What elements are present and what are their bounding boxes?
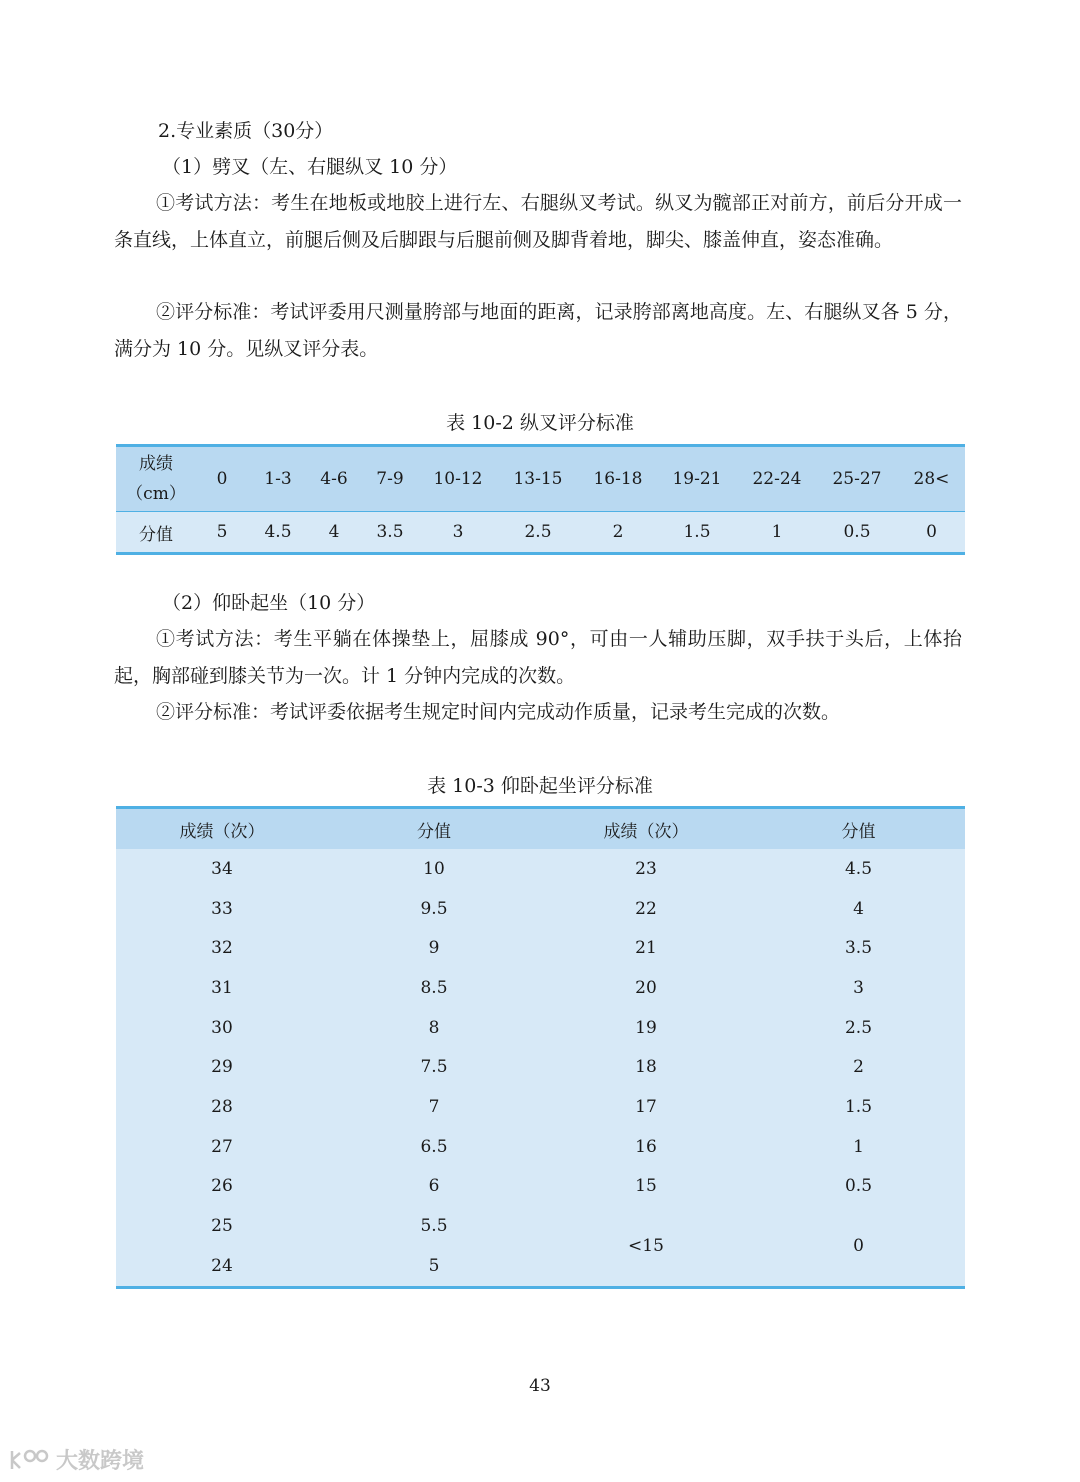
score-cell: 10 xyxy=(328,849,540,889)
range-cell: 16-18 xyxy=(580,446,656,512)
table-row xyxy=(116,1167,965,1207)
score-cell: 2 xyxy=(580,512,656,554)
score-cell: 4.5 xyxy=(752,849,965,889)
score-cell: 1 xyxy=(752,1127,965,1167)
watermark-text: 大数跨境 xyxy=(56,1448,145,1473)
count-cell: 28 xyxy=(116,1087,328,1127)
score-cell: 9.5 xyxy=(328,889,540,929)
situp-standard: ②评分标准：考试评委依据考生规定时间内完成动作质量，记录考生完成的次数。 xyxy=(156,701,841,723)
score-cell: 0.5 xyxy=(752,1167,965,1207)
count-cell: 21 xyxy=(540,928,752,968)
score-cell: 3 xyxy=(752,968,965,1008)
count-cell: 25 xyxy=(116,1206,328,1246)
range-cell: 0 xyxy=(196,446,248,512)
score-cell: 2 xyxy=(752,1047,965,1087)
header-cell: 成绩（次） xyxy=(540,808,752,850)
count-cell: 34 xyxy=(116,849,328,889)
header-cell: 分值 xyxy=(752,808,965,850)
table-row xyxy=(116,1127,965,1167)
score-cell: 9 xyxy=(328,928,540,968)
count-cell: 32 xyxy=(116,928,328,968)
score-cell: 2.5 xyxy=(496,512,580,554)
score-cell: 3.5 xyxy=(360,512,420,554)
split-standard: ②评分标准：考试评委用尺测量胯部与地面的距离，记录胯部离地高度。左、右腿纵叉各 5 分，满分为 10 分。见纵叉评分表。 xyxy=(114,301,962,360)
count-cell: 24 xyxy=(116,1246,328,1287)
range-cell: 1-3 xyxy=(248,446,308,512)
score-cell: 7.5 xyxy=(328,1047,540,1087)
count-cell: 15 xyxy=(540,1167,752,1207)
watermark xyxy=(8,1444,144,1475)
count-cell: 20 xyxy=(540,968,752,1008)
range-cell: 13-15 xyxy=(496,446,580,512)
score-cell: 8 xyxy=(328,1008,540,1048)
count-cell: 29 xyxy=(116,1047,328,1087)
range-cell: 10-12 xyxy=(420,446,496,512)
score-cell: 2.5 xyxy=(752,1008,965,1048)
table-row xyxy=(116,889,965,929)
section-title: 2.专业素质（30分） xyxy=(158,120,334,142)
situp-score-table xyxy=(116,806,965,1289)
count-cell: 27 xyxy=(116,1127,328,1167)
count-cell: 26 xyxy=(116,1167,328,1207)
score-cell: 7 xyxy=(328,1087,540,1127)
score-cell: 4 xyxy=(308,512,360,554)
score-cell: 4.5 xyxy=(248,512,308,554)
table-split-caption: 表 10-2 纵叉评分标准 xyxy=(446,412,634,434)
row-label-points: 分值 xyxy=(116,512,196,554)
score-cell: 1 xyxy=(738,512,816,554)
split-method: ①考试方法：考生在地板或地胶上进行左、右腿纵叉考试。纵叉为髋部正对前方，前后分开成一条直线，上体直立，前腿后侧及后脚跟与后腿前侧及脚背着地，脚尖、膝盖伸直，姿态准确。 xyxy=(114,192,962,251)
range-cell: 19-21 xyxy=(656,446,738,512)
header-cell: 分值 xyxy=(328,808,540,850)
score-cell: 0 xyxy=(752,1206,965,1287)
count-cell: 33 xyxy=(116,889,328,929)
table-row xyxy=(116,1008,965,1048)
range-cell: 28< xyxy=(898,446,965,512)
score-cell: 0.5 xyxy=(816,512,898,554)
score-cell: 5 xyxy=(328,1246,540,1287)
score-cell: 1.5 xyxy=(752,1087,965,1127)
count-cell: 19 xyxy=(540,1008,752,1048)
range-cell: 4-6 xyxy=(308,446,360,512)
page-number: 43 xyxy=(529,1376,551,1396)
table-row xyxy=(116,928,965,968)
count-cell: 30 xyxy=(116,1008,328,1048)
count-cell: 18 xyxy=(540,1047,752,1087)
count-cell: 31 xyxy=(116,968,328,1008)
score-cell: 1.5 xyxy=(656,512,738,554)
split-score-table xyxy=(116,444,965,555)
table-row xyxy=(116,1206,965,1246)
count-cell: 23 xyxy=(540,849,752,889)
range-cell: 25-27 xyxy=(816,446,898,512)
score-cell: 5.5 xyxy=(328,1206,540,1246)
range-cell: 22-24 xyxy=(738,446,816,512)
watermark-logo-icon xyxy=(8,1447,52,1473)
split-title: （1）劈叉（左、右腿纵叉 10 分） xyxy=(162,156,458,178)
situp-method: ①考试方法：考生平躺在体操垫上，屈膝成 90°，可由一人辅助压脚，双手扶于头后，上体抬起，胸部碰到膝关节为一次。计 1 分钟内完成的次数。 xyxy=(114,628,962,687)
count-cell: 22 xyxy=(540,889,752,929)
situp-title: （2）仰卧起坐（10 分） xyxy=(162,592,376,614)
score-cell: 4 xyxy=(752,889,965,929)
table-row xyxy=(116,849,965,889)
count-cell: <15 xyxy=(540,1206,752,1287)
score-cell: 3 xyxy=(420,512,496,554)
table-row xyxy=(116,968,965,1008)
table-situp-caption: 表 10-3 仰卧起坐评分标准 xyxy=(427,775,653,797)
range-cell: 7-9 xyxy=(360,446,420,512)
header-cell: 成绩（次） xyxy=(116,808,328,850)
score-cell: 5 xyxy=(196,512,248,554)
score-cell: 6 xyxy=(328,1167,540,1207)
score-cell: 8.5 xyxy=(328,968,540,1008)
row-label-score: 成绩 （cm） xyxy=(116,446,196,512)
score-cell: 6.5 xyxy=(328,1127,540,1167)
table-row xyxy=(116,1087,965,1127)
table-row xyxy=(116,1047,965,1087)
score-cell: 0 xyxy=(898,512,965,554)
count-cell: 16 xyxy=(540,1127,752,1167)
score-cell: 3.5 xyxy=(752,928,965,968)
count-cell: 17 xyxy=(540,1087,752,1127)
